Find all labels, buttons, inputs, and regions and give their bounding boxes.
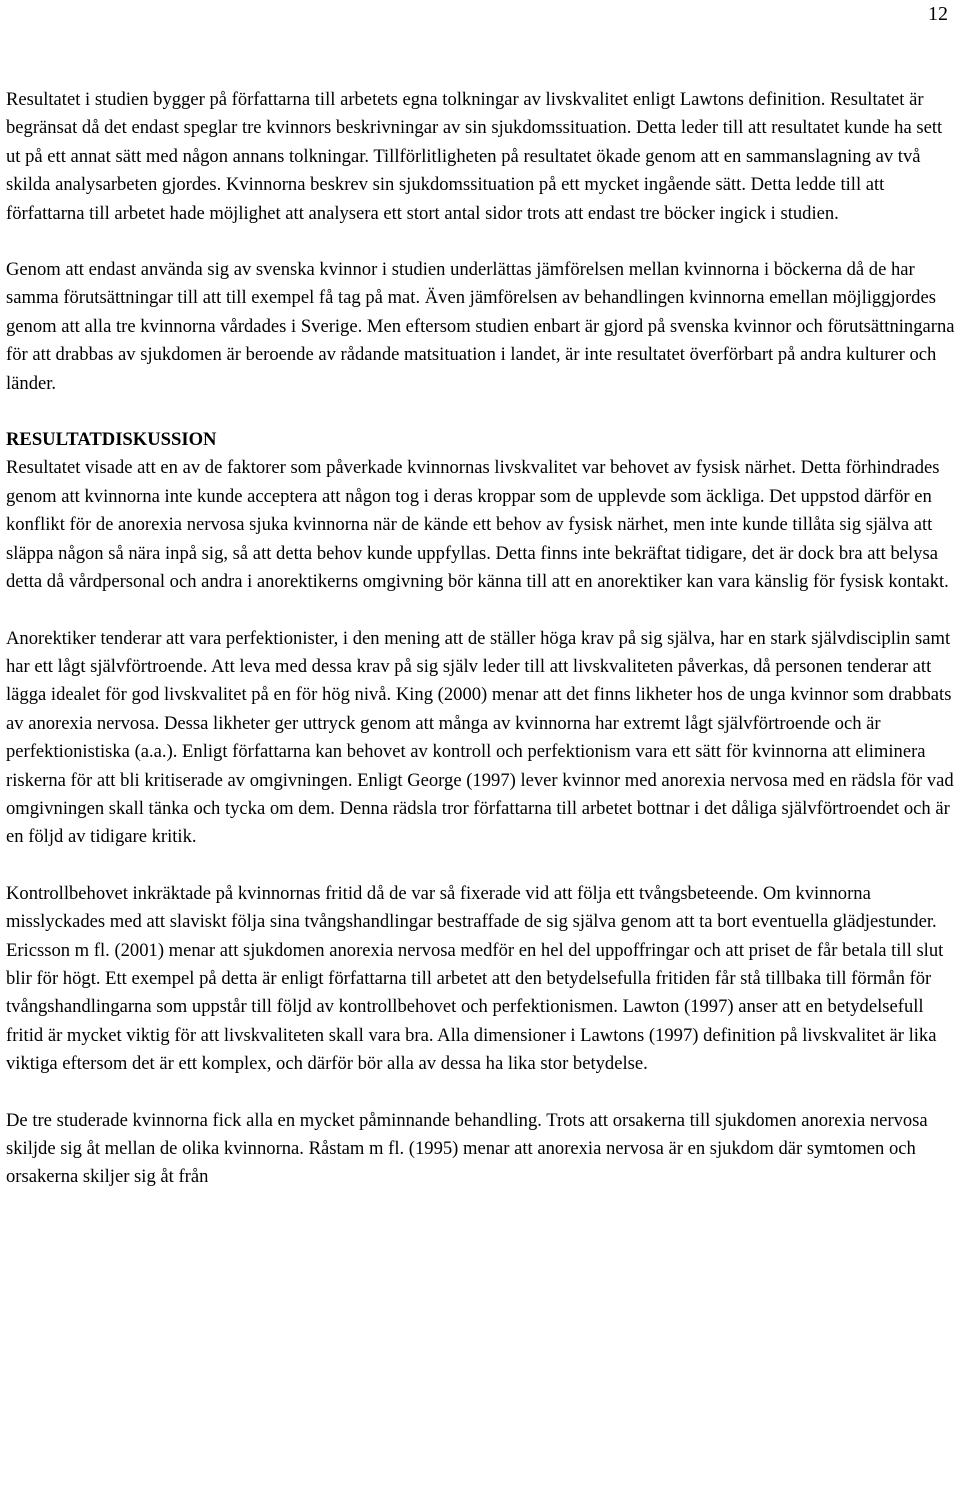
paragraph-results-basis: Resultatet i studien bygger på författarna till arbetets egna tolkningar av livskvalitet enligt Lawtons definition. Resultatet är begränsat då det endast speglar tre kvinnors beskrivningar av sin sjukdomssituation. Detta leder till att resultatet kunde ha sett ut på ett annat sätt med någon annans tolkningar. Tillförlitligheten på resultatet ökade genom att en sammanslagning av två skilda analysarbeten gjordes. Kvinnorna beskrev sin sjukdomssituation på ett mycket ingående sätt. Detta ledde till att författarna till arbetet hade möjlighet att analysera ett stort antal sidor trots att endast tre böcker ingick i studien.: [6, 89, 943, 224]
document-body: [6, 86, 956, 1220]
paragraph-physical-closeness: Resultatet visade att en av de faktorer som påverkade kvinnornas livskvalitet var behovet av fysisk närhet. Detta förhindrades genom att kvinnorna inte kunde acceptera att någon tog i deras kroppar som de upplevde som äckliga. Det uppstod därför en konflikt för de anorexia nervosa sjuka kvinnorna när de kände ett behov av fysisk närhet, men inte kunde tillåta sig själva att släppa någon så nära inpå sig, så att detta behov kunde uppfyllas. Detta finns inte bekräftat tidigare, det är dock bra att belysa detta då vårdpersonal och andra i anorektikerns omgivning bör känna till att en anorektiker kan vara känslig för fysisk kontakt.: [6, 457, 949, 593]
paragraph-treatment: De tre studerade kvinnorna fick alla en mycket påminnande behandling. Trots att orsakerna till sjukdomen anorexia nervosa skiljde sig åt mellan de olika kvinnorna. Råstam m fl. (1995) menar att anorexia nervosa är en sjukdom där symtomen och orsakerna skiljer sig åt från: [6, 1109, 928, 1188]
paragraph-control-need: Kontrollbehovet inkräktade på kvinnornas fritid då de var så fixerade vid att följa ett tvångsbeteende. Om kvinnorna misslyckades med att slaviskt följa sina tvångshandlingar bestraffade de sig själva genom att ta bort eventuella glädjestunder. Ericsson m fl. (2001) menar att sjukdomen anorexia nervosa medför en hel del uppoffringar och att priset de får betala till slut blir för högt. Ett exempel på detta är enligt författarna till arbetet att den betydelsefulla fritiden får stå tillbaka till förmån för tvångshandlingarna som uppstår till följd av kontrollbehovet och perfektionismen. Lawton (1997) anser att en betydelsefull fritid är mycket viktig för att livskvaliteten skall vara bra. Alla dimensioner i Lawtons (1997) definition på livskvalitet är lika viktiga eftersom det är ett komplex, och därför bör alla av dessa ha lika stor betydelse.: [6, 882, 944, 1075]
page-number: 12: [928, 3, 948, 25]
paragraph-swedish-women: Genom att endast använda sig av svenska kvinnor i studien underlättas jämförelsen mellan kvinnorna i böckerna då de har samma förutsättningar till att till exempel få tag på mat. Även jämförelsen av behandlingen kvinnorna emellan möjliggjordes genom att alla tre kvinnorna vårdades i Sverige. Men eftersom studien enbart är gjord på svenska kvinnor och förutsättningarna för att drabbas av sjukdomen är beroende av rådande matsituation i landet, är inte resultatet överförbart på andra kulturer och länder.: [6, 259, 955, 394]
section-heading: RESULTATDISKUSSION: [6, 429, 217, 451]
paragraph-perfectionism: Anorektiker tenderar att vara perfektionister, i den mening att de ställer höga krav på sig själva, har en stark självdisciplin samt har ett lågt självförtroende. Att leva med dessa krav på sig själv leder till att livskvaliteten påverkas, då personen tenderar att lägga idealet för god livskvalitet på en för hög nivå. King (2000) menar att det finns likheter hos de unga kvinnor som drabbats av anorexia nervosa. Dessa likheter ger uttryck genom att många av kvinnorna har extremt lågt självförtroende och är perfektionistiska (a.a.). Enligt författarna kan behovet av kontroll och perfektionism vara ett sätt för kvinnorna att eliminera riskerna för att bli kritiserade av omgivningen. Enligt George (1997) lever kvinnor med anorexia nervosa med en rädsla för vad omgivningen skall tänka och tycka om dem. Denna rädsla tror författarna till arbetet bottnar i det dåliga självförtroendet och är en följd av tidigare kritik.: [6, 627, 954, 848]
